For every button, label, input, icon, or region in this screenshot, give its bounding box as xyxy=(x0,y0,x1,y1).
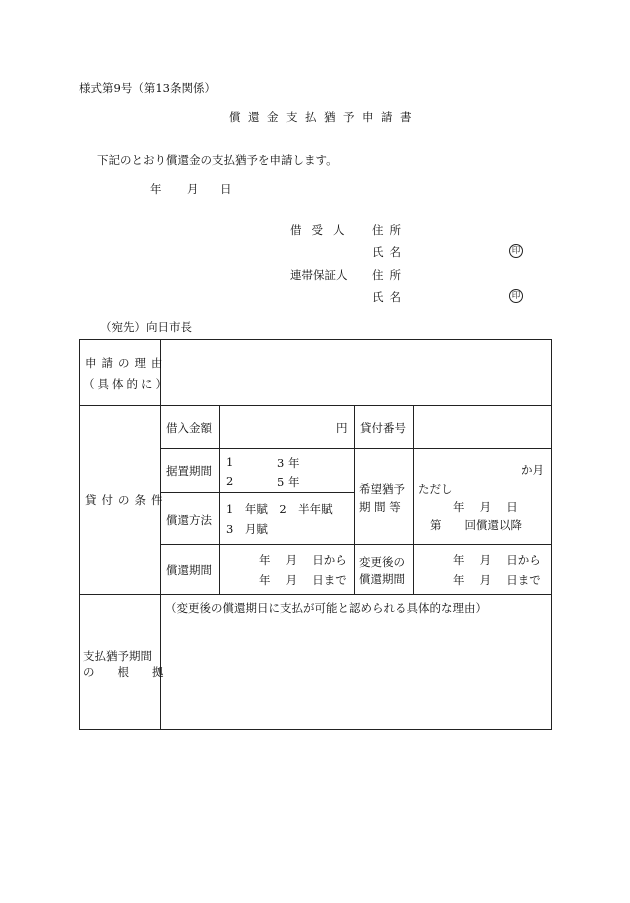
changed-period-label: 変更後の xyxy=(359,555,405,569)
date-day: 日 xyxy=(220,182,232,196)
document-title: 償還金支払猶予申請書 xyxy=(229,110,419,124)
basis-note: （変更後の償還期日に支払が可能と認められる具体的な理由） xyxy=(165,601,487,615)
borrower-name-label: 氏名 xyxy=(372,245,407,259)
borrower-address-label: 住所 xyxy=(372,223,407,237)
grace-option-2-num[interactable]: 2 xyxy=(226,474,234,488)
grace-option-1-text: 3 年 xyxy=(277,456,300,470)
guarantor-label: 連帯保証人 xyxy=(290,268,348,282)
table-line xyxy=(79,339,552,340)
from-installment: 第 回償還以降 xyxy=(430,518,522,532)
changed-period-to: 年 月 日まで xyxy=(453,573,541,587)
changed-period-from: 年 月 日から xyxy=(453,553,541,567)
addressee: （宛先）向日市長 xyxy=(100,320,192,334)
reason-input[interactable] xyxy=(164,345,546,401)
table-line xyxy=(79,405,552,406)
repayment-method-label: 償還方法 xyxy=(166,513,212,527)
table-line xyxy=(79,339,80,730)
borrower-label: 借受人 xyxy=(290,223,355,237)
however-text: ただし xyxy=(418,482,453,496)
table-line xyxy=(79,594,552,595)
table-line xyxy=(551,339,552,730)
grace-period-label: 据置期間 xyxy=(166,464,212,478)
guarantor-address-label: 住所 xyxy=(372,268,407,282)
desired-deferral-label-2: 期 間 等 xyxy=(359,500,401,514)
changed-period-label-2: 償還期間 xyxy=(359,572,405,586)
loan-conditions-label: 貸付の条件 xyxy=(85,493,168,507)
loan-amount-label: 借入金額 xyxy=(166,421,212,435)
repayment-period-from: 年 月 日から xyxy=(259,553,347,567)
desired-deferral-label: 希望猶予 xyxy=(359,482,405,496)
deferral-date: 年 月 日 xyxy=(453,500,518,514)
reason-label-specific: （具体的に） xyxy=(83,377,170,391)
date-year: 年 xyxy=(150,182,162,196)
guarantor-seal-icon: 印 xyxy=(509,289,523,303)
grace-option-1-num[interactable]: 1 xyxy=(226,455,234,469)
repayment-options-row1[interactable]: 1 年賦 2 半年賦 xyxy=(226,502,333,516)
repayment-period-label: 償還期間 xyxy=(166,563,212,577)
date-month: 月 xyxy=(187,182,199,196)
borrower-seal-icon: 印 xyxy=(509,244,523,258)
loan-number-label: 貸付番号 xyxy=(360,421,406,435)
form-number: 様式第9号（第13条関係） xyxy=(79,81,216,95)
repayment-period-to: 年 月 日まで xyxy=(259,573,347,587)
basis-label: 支払猶予期間 xyxy=(83,649,152,663)
loan-amount-input[interactable] xyxy=(222,410,332,444)
loan-number-input[interactable] xyxy=(416,410,548,444)
basis-input[interactable] xyxy=(164,620,546,724)
yen-unit: 円 xyxy=(336,421,348,435)
basis-label-2: の 根 拠 xyxy=(83,665,164,679)
guarantor-name-label: 氏名 xyxy=(372,290,407,304)
table-line xyxy=(160,492,354,493)
reason-label: 申請の理由 xyxy=(85,356,168,370)
table-line xyxy=(79,729,552,730)
months-unit: か月 xyxy=(521,463,544,477)
table-line xyxy=(354,405,355,594)
repayment-options-row2[interactable]: 3 月賦 xyxy=(226,522,268,536)
grace-option-2-text: 5 年 xyxy=(277,475,300,489)
intro-text: 下記のとおり償還金の支払猶予を申請します。 xyxy=(97,153,338,167)
table-line xyxy=(219,405,220,594)
table-line xyxy=(413,405,414,594)
